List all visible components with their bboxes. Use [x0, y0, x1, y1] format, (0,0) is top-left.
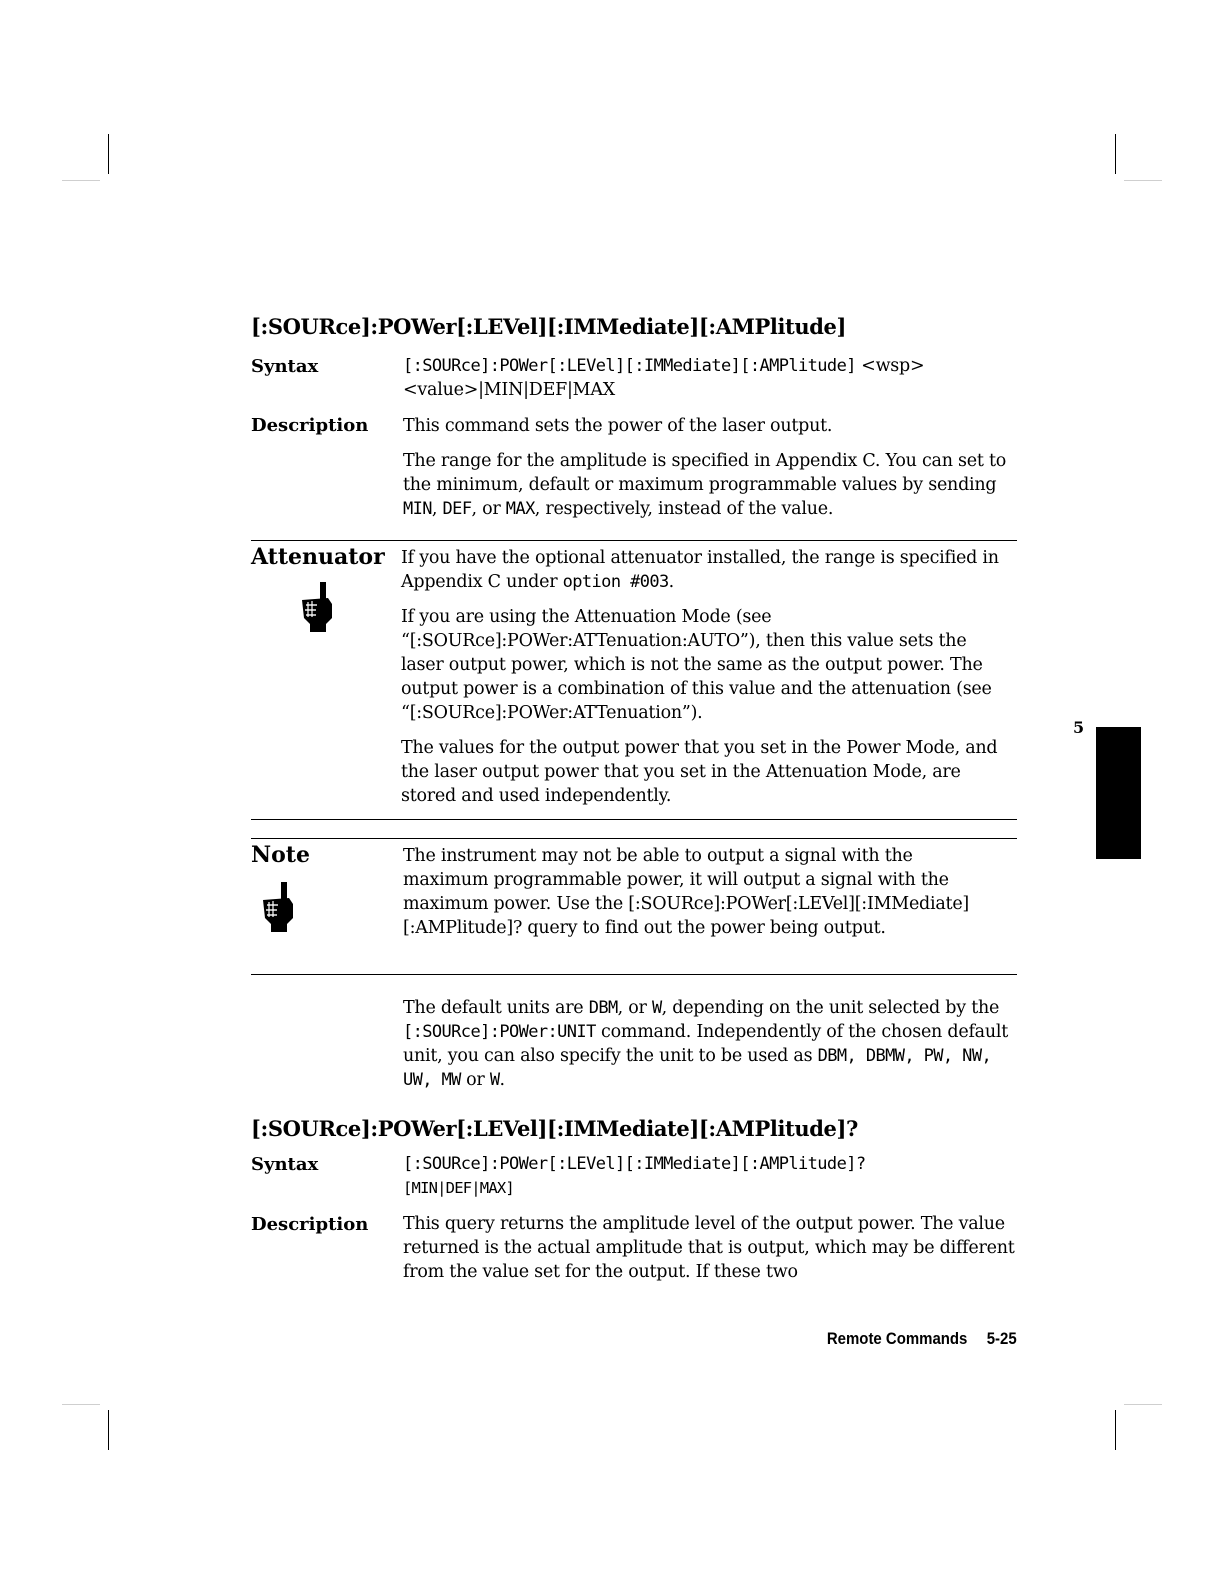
section-heading-amplitude: [:SOURce]:POWer[:LEVel][:IMMediate][:AMPlitude] — [251, 314, 846, 339]
code-min: MIN — [403, 499, 432, 519]
syntax-code: [:SOURce]:POWer[:LEVel][:IMMediate][:AMPlitude] — [403, 356, 856, 376]
crop-mark-bottom-left — [108, 1410, 109, 1450]
page-number: 5-25 — [987, 1329, 1017, 1348]
description-label-2: Description — [251, 1214, 369, 1235]
units-b: , or — [617, 998, 652, 1018]
description-text-2 — [403, 1212, 1015, 1284]
attenuator-p1-text: If you have the optional attenuator installed, the range is specified in Appendix C under — [401, 548, 999, 592]
syntax-label: Syntax — [251, 356, 319, 377]
desc-p2-text: The range for the amplitude is specified in Appendix C. You can set to the minimum, default or maximum programmable values by sending — [403, 451, 1007, 495]
code-w: W — [651, 998, 662, 1018]
note-rule-bottom — [251, 974, 1017, 975]
crop-mark-bottom-left-h — [62, 1404, 100, 1405]
footer-title: Remote Commands — [827, 1329, 968, 1348]
attenuator-paragraph-1 — [401, 546, 1011, 594]
description-2-paragraph: This query returns the amplitude level of the output power. The value returned is the actual amplitude that is output, which may be different from the value set for the output. If these two — [403, 1214, 1015, 1282]
description-text — [403, 414, 1013, 521]
attenuator-paragraph-2: If you are using the Attenuation Mode (see “[:SOURce]:POWer:ATTenuation:AUTO”), then this value sets the laser output power, which is not the same as the output power. The output power is a combination of this value and the attenuation (see “[:SOURce]:POWer:ATTenuation”). — [401, 607, 992, 723]
code-dbm: DBM — [588, 998, 618, 1018]
syntax-text-2 — [403, 1152, 1023, 1200]
desc-sep-2: , or — [471, 499, 506, 519]
crop-mark-bottom-right-h — [1124, 1404, 1162, 1405]
note-rule-top — [251, 838, 1017, 839]
crop-mark-top-right-h — [1124, 180, 1162, 181]
units-text — [403, 996, 1013, 1092]
crop-mark-top-left-h — [62, 180, 100, 181]
units-c: , depending on the unit selected by the — [661, 998, 1000, 1018]
crop-mark-top-right — [1115, 134, 1116, 174]
units-paragraph — [403, 996, 1013, 1092]
attenuator-rule-bottom — [251, 819, 1017, 820]
note-paragraph: The instrument may not be able to output a signal with the maximum programmable power, it will output a signal with the maximum power. Use the [:SOURce]:POWer[:LEVel][:IMMediate][:AMPlitude]? query to find out the power being output. — [403, 846, 970, 938]
attenuator-p1-end: . — [668, 572, 674, 592]
section-heading-amplitude-query: [:SOURce]:POWer[:LEVel][:IMMediate][:AMPlitude]? — [251, 1116, 858, 1141]
code-def: DEF — [442, 499, 472, 519]
description-paragraph-2 — [403, 449, 1013, 521]
units-a: The default units are — [403, 998, 589, 1018]
pointing-hand-icon — [298, 580, 334, 638]
units-d: command. Independently of the chosen default unit, you can also specify the unit to be used as — [403, 1022, 1008, 1066]
attenuator-rule-top — [251, 540, 1017, 541]
units-f: . — [499, 1070, 505, 1090]
syntax-text — [403, 354, 1023, 402]
syntax-code-2: [:SOURce]:POWer[:LEVel][:IMMediate][:AMPlitude]? — [403, 1154, 866, 1174]
desc-p2-end: , respectively, instead of the value. — [534, 499, 834, 519]
syntax-values: <value>|MIN|DEF|MAX — [403, 380, 615, 400]
attenuator-text — [401, 546, 1011, 808]
note-label: Note — [251, 842, 310, 868]
syntax-label-2: Syntax — [251, 1154, 319, 1175]
syntax-values-2: [MIN|DEF|MAX] — [403, 1179, 514, 1197]
desc-sep-1: , — [431, 499, 443, 519]
syntax-tail: <wsp> — [855, 356, 925, 376]
code-unit-command: [:SOURce]:POWer:UNIT — [403, 1022, 596, 1042]
pointing-hand-icon — [259, 880, 295, 938]
description-paragraph-1: This command sets the power of the laser output. — [403, 416, 833, 436]
attenuator-label: Attenuator — [251, 544, 385, 570]
option-code: option #003 — [562, 572, 669, 592]
note-text — [403, 844, 993, 940]
chapter-thumb-tab — [1096, 727, 1141, 859]
crop-mark-top-left — [108, 134, 109, 174]
attenuator-paragraph-3: The values for the output power that you set in the Power Mode, and the laser output power that you set in the Attenuation Mode, are stored and used independently. — [401, 738, 998, 806]
crop-mark-bottom-right — [1115, 1410, 1116, 1450]
page-footer — [827, 1329, 1017, 1349]
code-unit-list: DBM, DBMW, PW, NW, UW, MW — [403, 1046, 992, 1090]
chapter-number: 5 — [1073, 718, 1085, 737]
units-e: or — [460, 1070, 490, 1090]
code-w-2: W — [489, 1070, 500, 1090]
description-label: Description — [251, 415, 369, 436]
code-max: MAX — [505, 499, 535, 519]
